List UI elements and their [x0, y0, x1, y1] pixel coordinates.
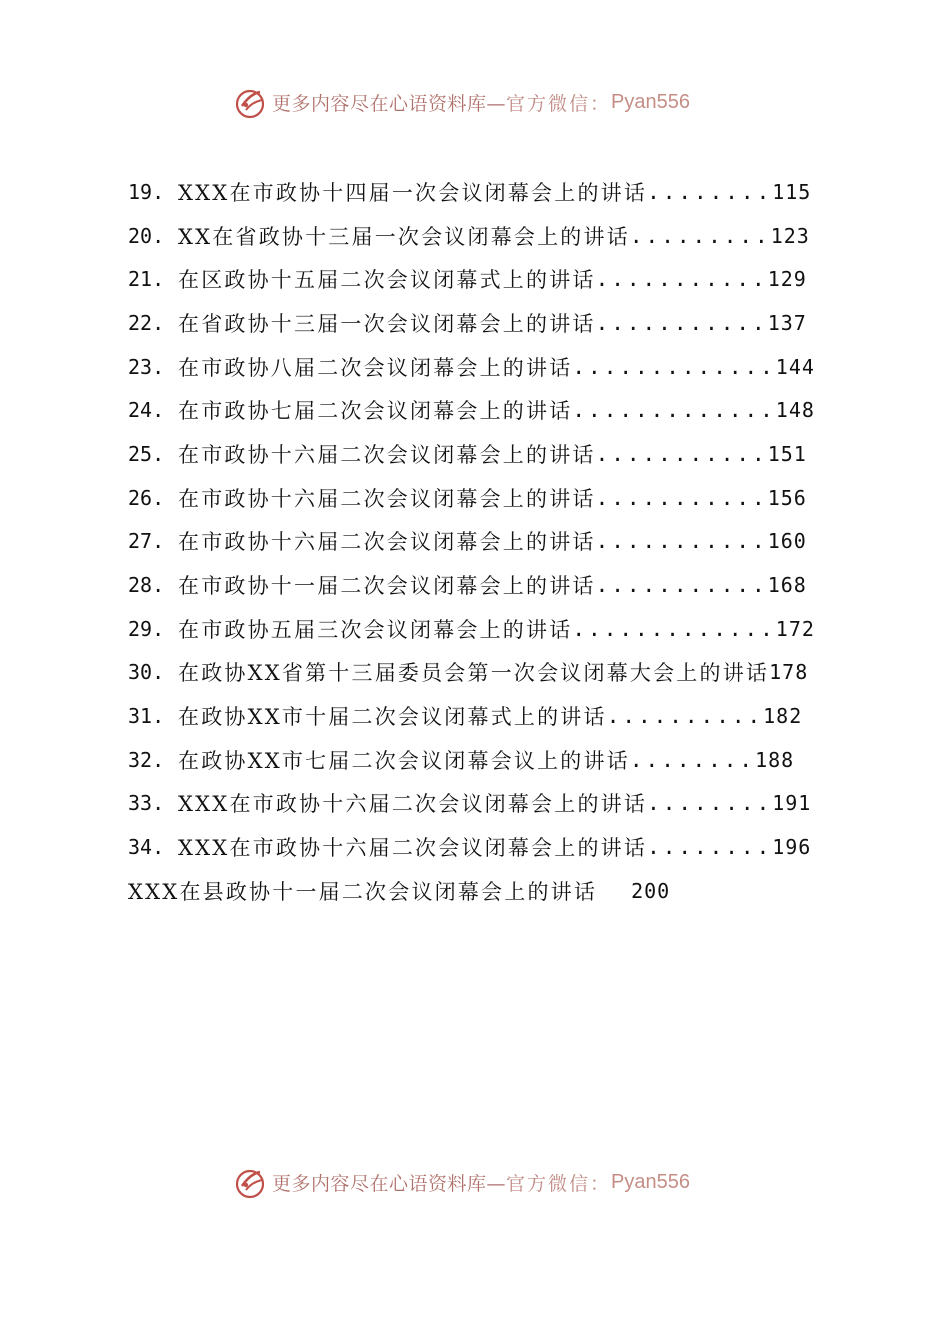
- toc-entry-title: 在政协XX市十届二次会议闭幕式上的讲话: [178, 705, 607, 730]
- toc-entry-number: 32.: [128, 747, 165, 772]
- toc-entry-title: 在市政协五届三次会议闭幕会上的讲话: [178, 617, 573, 642]
- toc-entry-number: 31.: [128, 704, 165, 729]
- toc-entry-page: 182: [763, 704, 803, 729]
- footer-wechat-label: 官方微信：: [506, 1172, 612, 1195]
- toc-entry: [128, 825, 868, 869]
- header-wechat-label: 官方微信：: [506, 92, 612, 115]
- toc-entry-title: XX在省政协十三届一次会议闭幕会上的讲话: [178, 224, 630, 249]
- toc-entry-page: 123: [770, 223, 810, 248]
- toc-entry-page: 144: [775, 354, 815, 379]
- toc-entry-leader: ...........: [595, 529, 768, 554]
- toc-entry-number: 23.: [128, 354, 165, 379]
- toc-entry-leader: .............: [572, 398, 776, 423]
- toc-entry-number: 22.: [128, 310, 165, 335]
- header-banner-text: 更多内容尽在心语资料库—: [272, 92, 507, 115]
- toc-entry-title: XXX在市政协十六届二次会议闭幕会上的讲话: [178, 792, 648, 817]
- toc-entry-page: 148: [775, 398, 815, 423]
- toc-entry-page: 188: [755, 747, 795, 772]
- toc-entry-number: 26.: [128, 485, 165, 510]
- toc-entry-page: 200: [631, 878, 671, 903]
- toc-entry-leader: ...........: [595, 267, 768, 292]
- toc-entry-leader: ...........: [595, 573, 768, 598]
- toc-entry-leader: ........: [629, 747, 756, 772]
- toc-entry: [128, 607, 868, 651]
- footer-banner: [232, 1162, 752, 1202]
- toc-entry-page: 156: [767, 485, 807, 510]
- footer-wechat-id: Pyan556: [611, 1170, 690, 1193]
- toc-entry-title: 在市政协十六届二次会议闭幕会上的讲话: [178, 486, 596, 511]
- toc-entry: [128, 432, 868, 476]
- toc-entry-number: 21.: [128, 267, 165, 292]
- toc-entry-leader: .........: [629, 223, 771, 248]
- toc-entry-page: 196: [772, 835, 812, 860]
- toc-entry-title: 在市政协八届二次会议闭幕会上的讲话: [178, 355, 573, 380]
- table-of-contents: [128, 170, 868, 913]
- logo-icon: [232, 84, 268, 120]
- toc-entry: [128, 694, 868, 738]
- toc-entry: [128, 782, 868, 826]
- toc-entry: [128, 345, 868, 389]
- toc-entry-page: 172: [775, 616, 815, 641]
- toc-entry-title: 在市政协七届二次会议闭幕会上的讲话: [178, 399, 573, 424]
- toc-entry-page: 178: [769, 660, 809, 685]
- toc-entry-number: 33.: [128, 791, 165, 816]
- toc-entry-title: 在市政协十六届二次会议闭幕会上的讲话: [178, 442, 596, 467]
- toc-entry-title: XXX在县政协十一届二次会议闭幕会上的讲话: [128, 879, 598, 904]
- toc-entry-number: 30.: [128, 660, 165, 685]
- toc-entry: [128, 170, 868, 214]
- toc-entry-number: 27.: [128, 529, 165, 554]
- toc-entry-page: 115: [772, 179, 812, 204]
- toc-entry-page: 168: [767, 573, 807, 598]
- toc-entry-leader: ...........: [595, 485, 768, 510]
- toc-entry-unnumbered: [128, 869, 868, 913]
- toc-entry-title: 在政协XX市七届二次会议闭幕会议上的讲话: [178, 748, 630, 773]
- toc-entry-leader: ........: [647, 179, 773, 204]
- toc-entry: [128, 388, 868, 432]
- toc-entry: [128, 476, 868, 520]
- toc-entry-number: 20.: [128, 223, 165, 248]
- toc-entry: [128, 257, 868, 301]
- toc-entry-leader: ...........: [595, 441, 768, 466]
- toc-entry: [128, 738, 868, 782]
- toc-entry-number: 28.: [128, 573, 165, 598]
- toc-entry-leader: .............: [572, 616, 776, 641]
- toc-entry-title: 在区政协十五届二次会议闭幕式上的讲话: [178, 268, 596, 293]
- toc-entry: [128, 651, 868, 695]
- toc-entry: [128, 520, 868, 564]
- header-wechat-id: Pyan556: [611, 90, 690, 113]
- toc-entry-page: 160: [767, 529, 807, 554]
- toc-entry-leader: ..........: [606, 704, 764, 729]
- toc-entry-number: 25.: [128, 441, 165, 466]
- logo-icon: [232, 1164, 268, 1200]
- toc-entry-leader: ........: [647, 791, 773, 816]
- toc-entry-title: XXX在市政协十六届二次会议闭幕会上的讲话: [178, 836, 648, 861]
- toc-entry: [128, 214, 868, 258]
- toc-entry-leader: ........: [647, 835, 773, 860]
- toc-entry: [128, 301, 868, 345]
- toc-entry-title: 在市政协十一届二次会议闭幕会上的讲话: [178, 574, 596, 599]
- toc-entry-number: 34.: [128, 835, 165, 860]
- toc-entry: [128, 563, 868, 607]
- toc-entry-title: XXX在市政协十四届一次会议闭幕会上的讲话: [178, 180, 648, 205]
- footer-banner-text: 更多内容尽在心语资料库—: [272, 1172, 507, 1195]
- toc-entry-page: 191: [772, 791, 812, 816]
- toc-entry-title: 在市政协十六届二次会议闭幕会上的讲话: [178, 530, 596, 555]
- toc-entry-number: 29.: [128, 616, 165, 641]
- toc-entry-number: 24.: [128, 398, 165, 423]
- header-banner: [232, 82, 752, 122]
- toc-entry-title: 在政协XX省第十三届委员会第一次会议闭幕大会上的讲话: [178, 661, 770, 686]
- toc-entry-leader: .............: [572, 354, 776, 379]
- toc-entry-number: 19.: [128, 179, 165, 204]
- toc-entry-page: 137: [767, 310, 807, 335]
- toc-entry-title: 在省政协十三届一次会议闭幕会上的讲话: [178, 311, 596, 336]
- toc-entry-page: 129: [767, 267, 807, 292]
- toc-entry-leader: ...........: [595, 310, 768, 335]
- toc-entry-page: 151: [767, 441, 807, 466]
